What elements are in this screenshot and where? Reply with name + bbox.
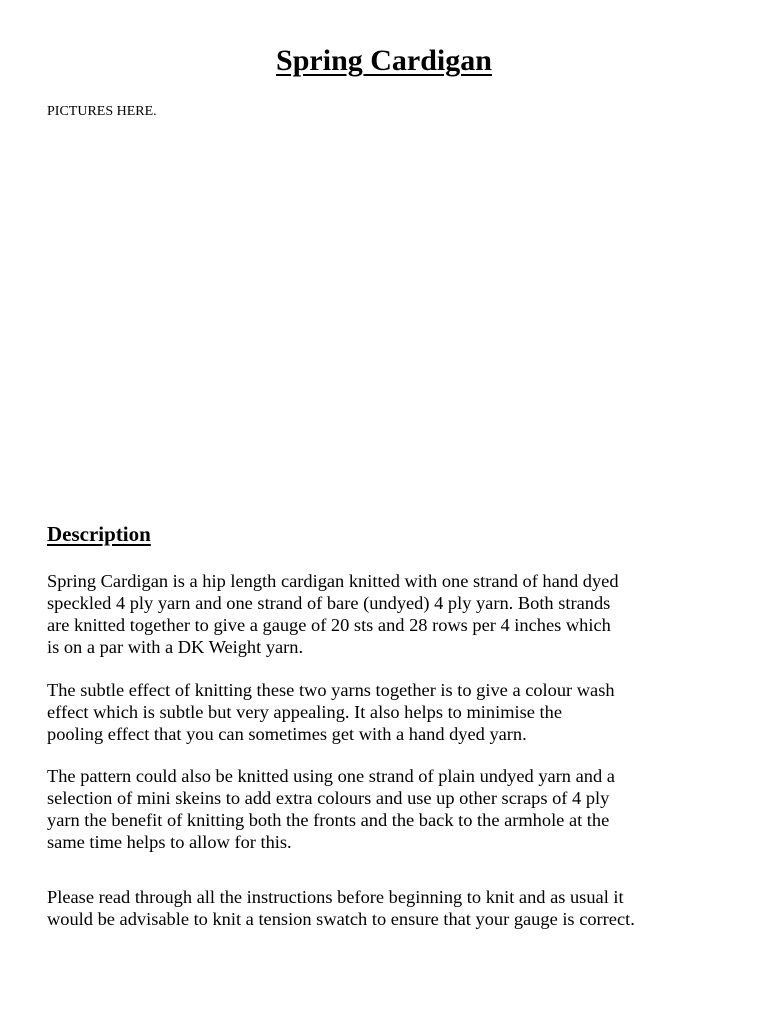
description-paragraph-4 [47, 886, 727, 930]
paragraph-line: same time helps to allow for this. [47, 832, 292, 852]
paragraph-line: pooling effect that you can sometimes get with a hand dyed yarn. [47, 724, 527, 744]
pictures-placeholder-note: PICTURES HERE. [47, 104, 157, 119]
paragraph-line: selection of mini skeins to add extra colours and use up other scraps of 4 ply [47, 788, 610, 808]
description-paragraph-2 [47, 679, 727, 745]
description-paragraph-1 [47, 570, 727, 658]
paragraph-line: effect which is subtle but very appealing. It also helps to minimise the [47, 702, 562, 722]
paragraph-line: yarn the benefit of knitting both the fronts and the back to the armhole at the [47, 810, 610, 830]
paragraph-line: is on a par with a DK Weight yarn. [47, 637, 304, 657]
paragraph-line: Spring Cardigan is a hip length cardigan knitted with one strand of hand dyed [47, 571, 619, 591]
paragraph-line: would be advisable to knit a tension swatch to ensure that your gauge is correct. [47, 909, 635, 929]
description-heading: Description [47, 522, 151, 546]
paragraph-line: The pattern could also be knitted using one strand of plain undyed yarn and a [47, 766, 615, 786]
description-paragraph-3 [47, 765, 727, 853]
paragraph-line: Please read through all the instructions before beginning to knit and as usual it [47, 887, 624, 907]
paragraph-line: speckled 4 ply yarn and one strand of bare (undyed) 4 ply yarn. Both strands [47, 593, 611, 613]
paragraph-line: The subtle effect of knitting these two yarns together is to give a colour wash [47, 680, 615, 700]
paragraph-line: are knitted together to give a gauge of 20 sts and 28 rows per 4 inches which [47, 615, 611, 635]
page-title: Spring Cardigan [276, 44, 492, 77]
